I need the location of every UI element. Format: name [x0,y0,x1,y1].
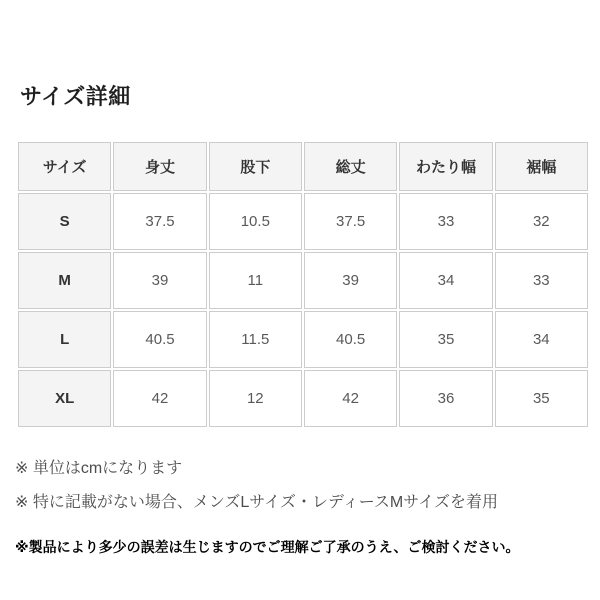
value-cell: 40.5 [304,311,397,368]
column-header-total-length: 総丈 [304,142,397,191]
table-row-xl [18,370,588,427]
size-cell: L [18,311,111,368]
value-cell: 11 [209,252,302,309]
table-row-l [18,311,588,368]
size-cell: S [18,193,111,250]
column-header-hem-width: 裾幅 [495,142,588,191]
value-cell: 42 [113,370,206,427]
value-cell: 11.5 [209,311,302,368]
value-cell: 42 [304,370,397,427]
column-header-body-length: 身丈 [113,142,206,191]
value-cell: 37.5 [304,193,397,250]
value-cell: 32 [495,193,588,250]
column-header-thigh-width: わたり幅 [399,142,492,191]
column-header-inseam: 股下 [209,142,302,191]
size-table [16,140,590,429]
value-cell: 39 [113,252,206,309]
table-row-s [18,193,588,250]
value-cell: 35 [495,370,588,427]
note-size-reference: ※ 特に記載がない場合、メンズLサイズ・レディースMサイズを着用 [15,494,498,511]
value-cell: 33 [399,193,492,250]
size-cell: XL [18,370,111,427]
value-cell: 39 [304,252,397,309]
value-cell: 12 [209,370,302,427]
size-cell: M [18,252,111,309]
notes-block [15,459,600,557]
note-unit: ※ 単位はcmになります [15,460,183,477]
value-cell: 40.5 [113,311,206,368]
value-cell: 36 [399,370,492,427]
value-cell: 34 [399,252,492,309]
header-row [18,142,588,191]
column-header-size: サイズ [18,142,111,191]
value-cell: 10.5 [209,193,302,250]
table-row-m [18,252,588,309]
section-title: サイズ詳細 [20,84,131,109]
note-tolerance: ※製品により多少の誤差は生じますのでご理解ご了承のうえ、ご検討ください。 [15,539,520,555]
value-cell: 33 [495,252,588,309]
value-cell: 35 [399,311,492,368]
value-cell: 37.5 [113,193,206,250]
value-cell: 34 [495,311,588,368]
